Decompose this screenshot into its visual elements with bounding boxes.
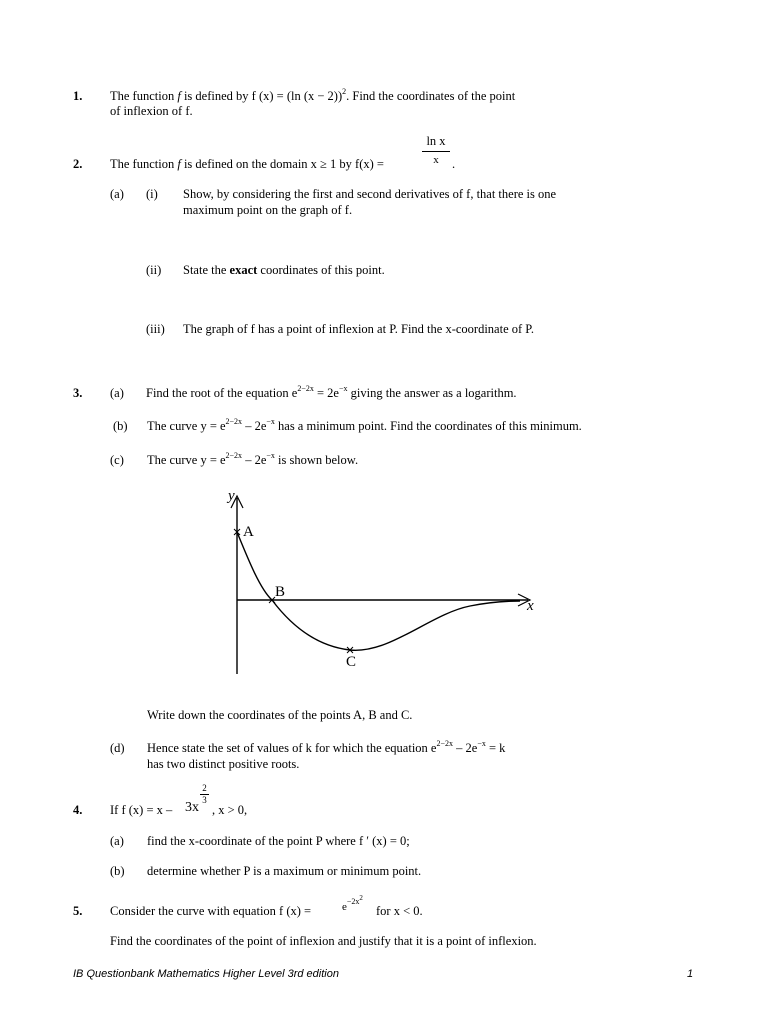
q3-d-post: = k: [485, 741, 506, 755]
x-axis-label: x: [527, 598, 534, 614]
q3-d-mid: – 2e: [453, 741, 478, 755]
q4-b-label: (b): [110, 864, 125, 878]
q3-b-label: (b): [113, 419, 128, 433]
q1-line1: [110, 89, 515, 105]
q1-mid: is defined by: [180, 89, 252, 103]
q1-exp: 2: [342, 87, 347, 96]
q2-pre: The function: [110, 157, 178, 171]
q2-fraction: [422, 134, 450, 166]
q3-d-label: (d): [110, 741, 125, 755]
q3-b-exp2: −x: [266, 417, 275, 426]
q2-ii-text: [183, 263, 385, 279]
q3-c-exp1: 2−2x: [225, 451, 243, 460]
q2-iii-label: (iii): [146, 322, 165, 336]
q4-a-label: (a): [110, 834, 124, 848]
q3-a-mid: = 2e: [313, 386, 339, 400]
q4-pre: If f (x) = x –: [110, 803, 173, 817]
q1-number: 1.: [73, 89, 83, 103]
q5-line2: Find the coordinates of the point of inflexion and justify that it is a point of inflexion.: [110, 934, 537, 948]
q1-pre: The function: [110, 89, 178, 103]
q2-dot: .: [452, 157, 456, 171]
q3-b-text: [147, 419, 582, 435]
page-number: 1: [687, 968, 694, 980]
q3-d-exp1: 2−2x: [436, 739, 453, 748]
q1-line2: of inflexion of f.: [110, 104, 193, 118]
q1-expr: f (x) = (ln (x − 2)): [251, 89, 343, 103]
q5-exp: −2x: [346, 897, 360, 906]
q3-c-label: (c): [110, 453, 124, 467]
q3-b-post: has a minimum point. Find the coordinates of this minimum.: [274, 419, 582, 433]
q2-number: 2.: [73, 157, 83, 171]
point-b-label: B: [275, 584, 286, 600]
y-axis-label: y: [228, 488, 235, 504]
q4-term: 3x: [185, 800, 199, 815]
q3-d-exp2: −x: [477, 739, 486, 748]
q3-a-post: giving the answer as a logarithm.: [347, 386, 517, 400]
q2-mid: is defined on the domain: [180, 157, 311, 171]
q3-a-label: (a): [110, 386, 124, 400]
q2-ii-label: (ii): [146, 263, 162, 277]
q1-post: . Find the coordinates of the point: [346, 89, 516, 103]
q3-a-pre: Find the root of the equation e: [146, 386, 298, 400]
q3-b-exp1: 2−2x: [225, 417, 243, 426]
q3-c-mid: – 2e: [242, 453, 267, 467]
q2-line1: [110, 157, 384, 173]
q3-d-line2: has two distinct positive roots.: [147, 757, 300, 771]
q2-i-label: (i): [146, 187, 158, 201]
point-c-label: C: [346, 654, 357, 670]
footer-source: IB Questionbank Mathematics Higher Level 3rd edition: [73, 968, 339, 980]
q3-c-exp2: −x: [266, 451, 275, 460]
q2-iii-text: The graph of f has a point of inflexion at P. Find the x-coordinate of P.: [183, 322, 534, 336]
q5-pre: Consider the curve with equation f (x) =: [110, 904, 312, 918]
q2-ii-pre: State the: [183, 263, 230, 277]
q3-c-text: [147, 453, 358, 469]
q3-c-post: is shown below.: [274, 453, 359, 467]
q5-number: 5.: [73, 904, 83, 918]
q3-graph: [220, 484, 550, 684]
q4-exp-num: 2: [202, 783, 207, 793]
q2-frac-bar: [422, 151, 450, 152]
q5-expr: [342, 894, 363, 915]
q3-write-down: Write down the coordinates of the points A, B and C.: [147, 708, 413, 722]
q4-exp-den: 3: [202, 795, 207, 805]
q4-b-text: determine whether P is a maximum or minimum point.: [147, 864, 422, 878]
q3-a-exp1: 2−2x: [297, 384, 314, 393]
q3-a-exp2: −x: [338, 384, 348, 393]
q3-c-pre: The curve y = e: [147, 453, 226, 467]
q2-ii-bold: exact: [229, 263, 258, 277]
q2-frac-num: ln x: [426, 134, 446, 148]
q3-d-pre: Hence state the set of values of k for which the equation e: [147, 741, 437, 755]
q5-exp2: 2: [359, 894, 363, 902]
q5-post: for x < 0.: [376, 904, 423, 918]
q3-b-pre: The curve y = e: [147, 419, 226, 433]
q3-d-text: [147, 741, 505, 757]
q3-a-text: [146, 386, 517, 402]
q1-f: f: [177, 89, 181, 103]
q2-frac-den: x: [433, 154, 439, 166]
q3-number: 3.: [73, 386, 83, 400]
q2-ii-post: coordinates of this point.: [257, 263, 385, 277]
point-a-label: A: [243, 524, 254, 540]
q2-f: f: [177, 157, 181, 171]
q2-a-label: (a): [110, 187, 124, 201]
q2-i-line1: Show, by considering the first and second derivatives of f, that there is one: [183, 187, 557, 201]
q2-i-line2: maximum point on the graph of f.: [183, 203, 353, 217]
q5-base: e: [342, 901, 347, 913]
q4-number: 4.: [73, 803, 83, 817]
q2-domain: x ≥ 1 by f(x) =: [310, 157, 384, 171]
q3-b-mid: – 2e: [242, 419, 267, 433]
q4-post: , x > 0,: [212, 803, 248, 817]
q4-exponent: [200, 784, 209, 805]
q4-a-text: find the x-coordinate of the point P where f ′ (x) = 0;: [147, 834, 410, 848]
